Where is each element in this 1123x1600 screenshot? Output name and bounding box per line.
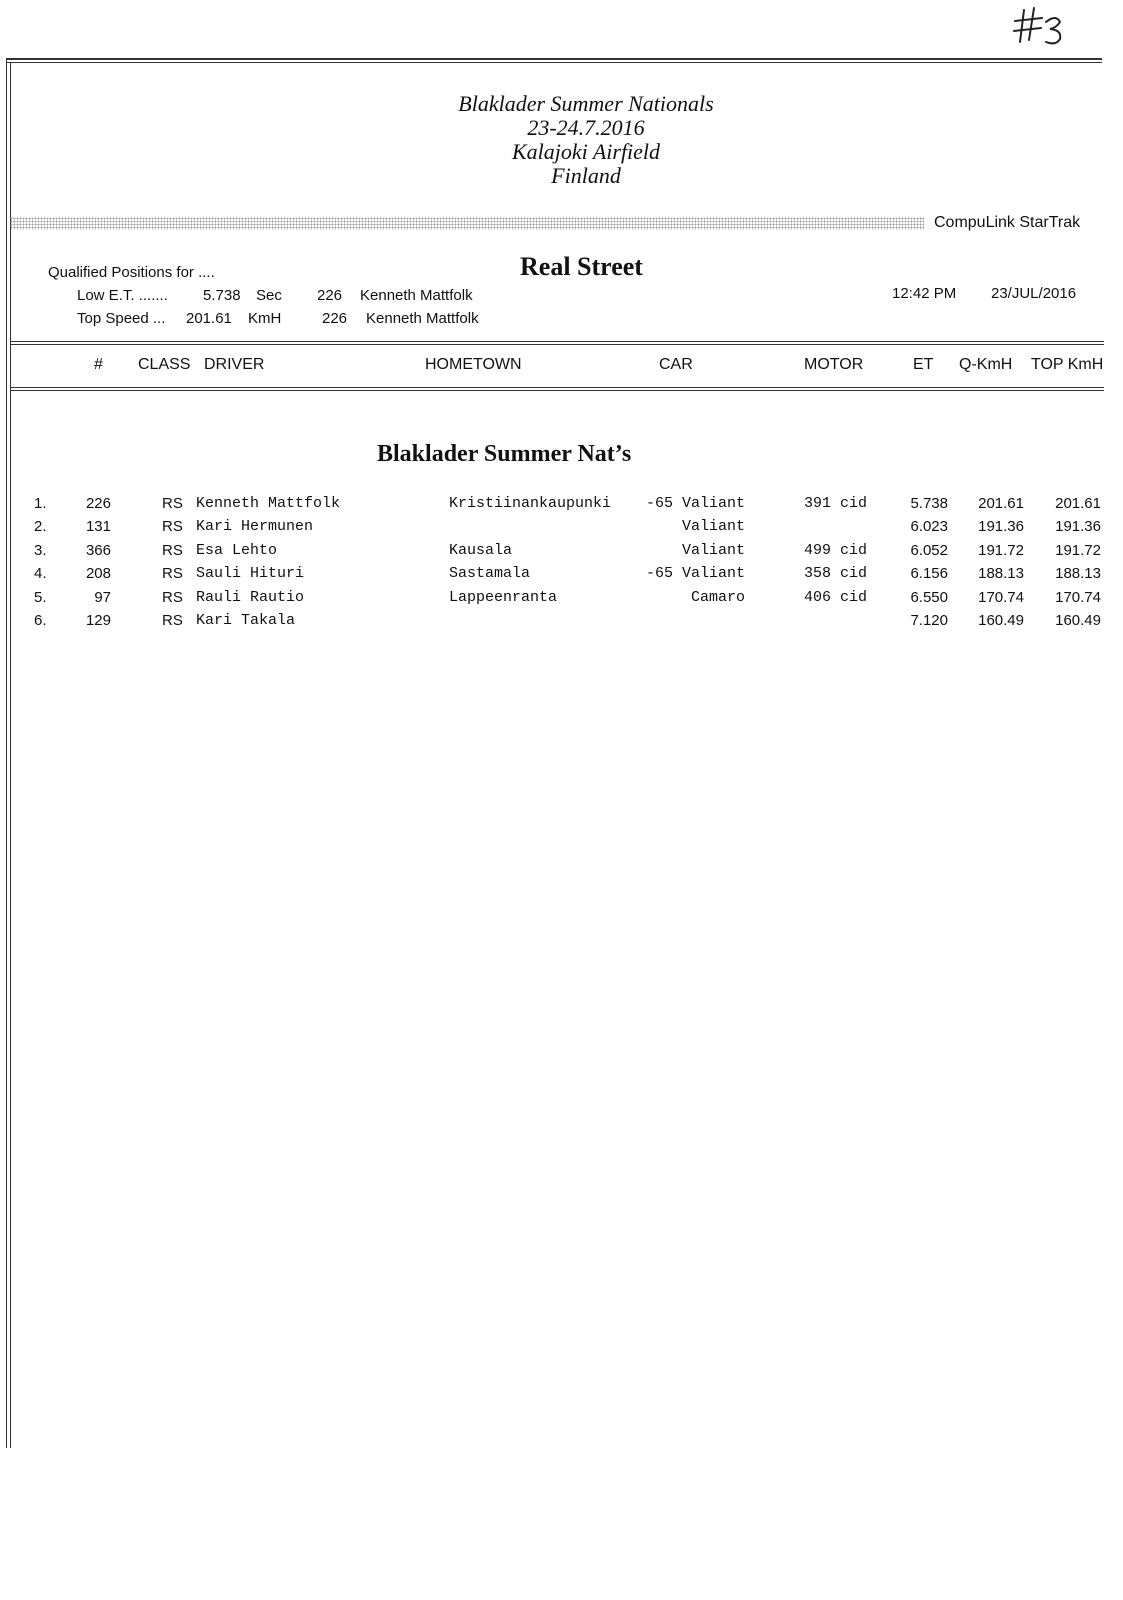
- header-rule-top-2: [10, 344, 1104, 345]
- software-label: CompuLink StarTrak: [934, 214, 1081, 231]
- cell-class: RS: [162, 565, 183, 583]
- frame-top-rule: [6, 58, 1102, 60]
- cell-et: 7.120: [910, 612, 948, 629]
- low-et-number: 226: [317, 287, 343, 304]
- dotted-band: [10, 217, 924, 230]
- frame-left-rule: [6, 58, 7, 1448]
- cell-hometown: Sastamala: [449, 565, 531, 583]
- table-row: [0, 565, 1123, 588]
- cell-driver: Kari Takala: [196, 612, 296, 629]
- event-dates: 23-24.7.2016: [527, 115, 645, 140]
- handwritten-page-number: [1012, 4, 1072, 48]
- cell-class: RS: [162, 495, 183, 512]
- report-date: 23/JUL/2016: [991, 285, 1077, 302]
- cell-et: 6.052: [910, 541, 948, 559]
- cell-motor: 358 cid: [804, 565, 868, 583]
- low-et-unit: Sec: [256, 287, 282, 304]
- frame-top-rule-inner: [6, 62, 1102, 63]
- report-time: 12:42 PM: [892, 285, 957, 302]
- cell-et: 6.023: [910, 518, 948, 536]
- cell-driver: Kenneth Mattfolk: [196, 495, 341, 512]
- top-speed-label: Top Speed ...: [77, 310, 166, 327]
- cell-position: 1.: [34, 495, 47, 512]
- class-title: Real Street: [520, 252, 643, 281]
- cell-qkmh: 191.72: [978, 541, 1024, 559]
- cell-car: Camaro: [690, 588, 745, 606]
- table-row: [0, 589, 1123, 612]
- table-row: [0, 542, 1123, 565]
- top-speed-unit: KmH: [248, 310, 282, 327]
- frame-left-rule-inner: [10, 62, 11, 1448]
- cell-position: 2.: [34, 518, 47, 536]
- cell-position: 3.: [34, 541, 47, 559]
- cell-number: 129: [85, 612, 111, 629]
- table-row: [0, 495, 1123, 518]
- cell-class: RS: [162, 518, 183, 536]
- low-et-driver: Kenneth Mattfolk: [360, 287, 473, 304]
- table-row: [0, 612, 1123, 635]
- cell-topkmh: 201.61: [1055, 495, 1101, 512]
- cell-motor: 499 cid: [804, 541, 868, 559]
- top-speed-driver: Kenneth Mattfolk: [366, 310, 479, 327]
- cell-qkmh: 160.49: [978, 612, 1024, 629]
- cell-driver: Sauli Hituri: [196, 565, 305, 583]
- top-speed-number: 226: [322, 310, 348, 327]
- cell-topkmh: 170.74: [1055, 588, 1101, 606]
- event-title: Blaklader Summer Nationals: [458, 91, 714, 116]
- cell-number: 131: [85, 518, 111, 536]
- cell-qkmh: 201.61: [978, 495, 1024, 512]
- cell-car: -65 Valiant: [645, 565, 745, 583]
- section-title: Blaklader Summer Nat’s: [377, 441, 632, 467]
- cell-position: 4.: [34, 565, 47, 583]
- cell-hometown: Lappeenranta: [449, 588, 558, 606]
- cell-hometown: Kausala: [449, 541, 513, 559]
- cell-position: 6.: [34, 612, 47, 629]
- cell-topkmh: 191.36: [1055, 518, 1101, 536]
- col-class: CLASS: [138, 356, 191, 373]
- col-motor: MOTOR: [804, 356, 864, 373]
- cell-driver: Kari Hermunen: [196, 518, 314, 536]
- cell-qkmh: 170.74: [978, 588, 1024, 606]
- header-rule-bottom: [10, 387, 1104, 388]
- cell-class: RS: [162, 541, 183, 559]
- cell-et: 6.550: [910, 588, 948, 606]
- top-speed-value: 201.61: [186, 310, 232, 327]
- cell-class: RS: [162, 612, 183, 629]
- low-et-value: 5.738: [203, 287, 241, 304]
- cell-qkmh: 191.36: [978, 518, 1024, 536]
- cell-topkmh: 160.49: [1055, 612, 1101, 629]
- cell-et: 5.738: [910, 495, 948, 512]
- col-driver: DRIVER: [204, 356, 265, 373]
- event-venue: Kalajoki Airfield: [511, 139, 661, 164]
- cell-car: -65 Valiant: [645, 495, 745, 512]
- cell-car: Valiant: [681, 518, 745, 536]
- cell-hometown: Kristiinankaupunki: [449, 495, 612, 512]
- cell-position: 5.: [34, 588, 47, 606]
- col-car: CAR: [659, 356, 693, 373]
- cell-topkmh: 191.72: [1055, 541, 1101, 559]
- col-qkmh: Q-KmH: [959, 356, 1013, 373]
- event-country: Finland: [551, 163, 621, 188]
- cell-number: 97: [94, 588, 111, 606]
- qualified-label: Qualified Positions for ....: [48, 264, 215, 281]
- low-et-label: Low E.T. .......: [77, 287, 168, 304]
- cell-driver: Rauli Rautio: [196, 588, 305, 606]
- cell-driver: Esa Lehto: [196, 541, 278, 559]
- cell-number: 366: [85, 541, 111, 559]
- cell-class: RS: [162, 588, 183, 606]
- cell-car: Valiant: [681, 541, 745, 559]
- cell-et: 6.156: [910, 565, 948, 583]
- col-num: #: [94, 356, 103, 373]
- cell-motor: 391 cid: [804, 495, 868, 512]
- cell-number: 226: [85, 495, 111, 512]
- cell-topkmh: 188.13: [1055, 565, 1101, 583]
- cell-qkmh: 188.13: [978, 565, 1024, 583]
- header-rule-top: [10, 341, 1104, 342]
- col-hometown: HOMETOWN: [425, 356, 522, 373]
- col-topkmh: TOP KmH: [1031, 356, 1104, 373]
- cell-motor: 406 cid: [804, 588, 868, 606]
- cell-number: 208: [85, 565, 111, 583]
- header-rule-bottom-2: [10, 390, 1104, 391]
- col-et: ET: [913, 356, 934, 373]
- table-row: [0, 518, 1123, 541]
